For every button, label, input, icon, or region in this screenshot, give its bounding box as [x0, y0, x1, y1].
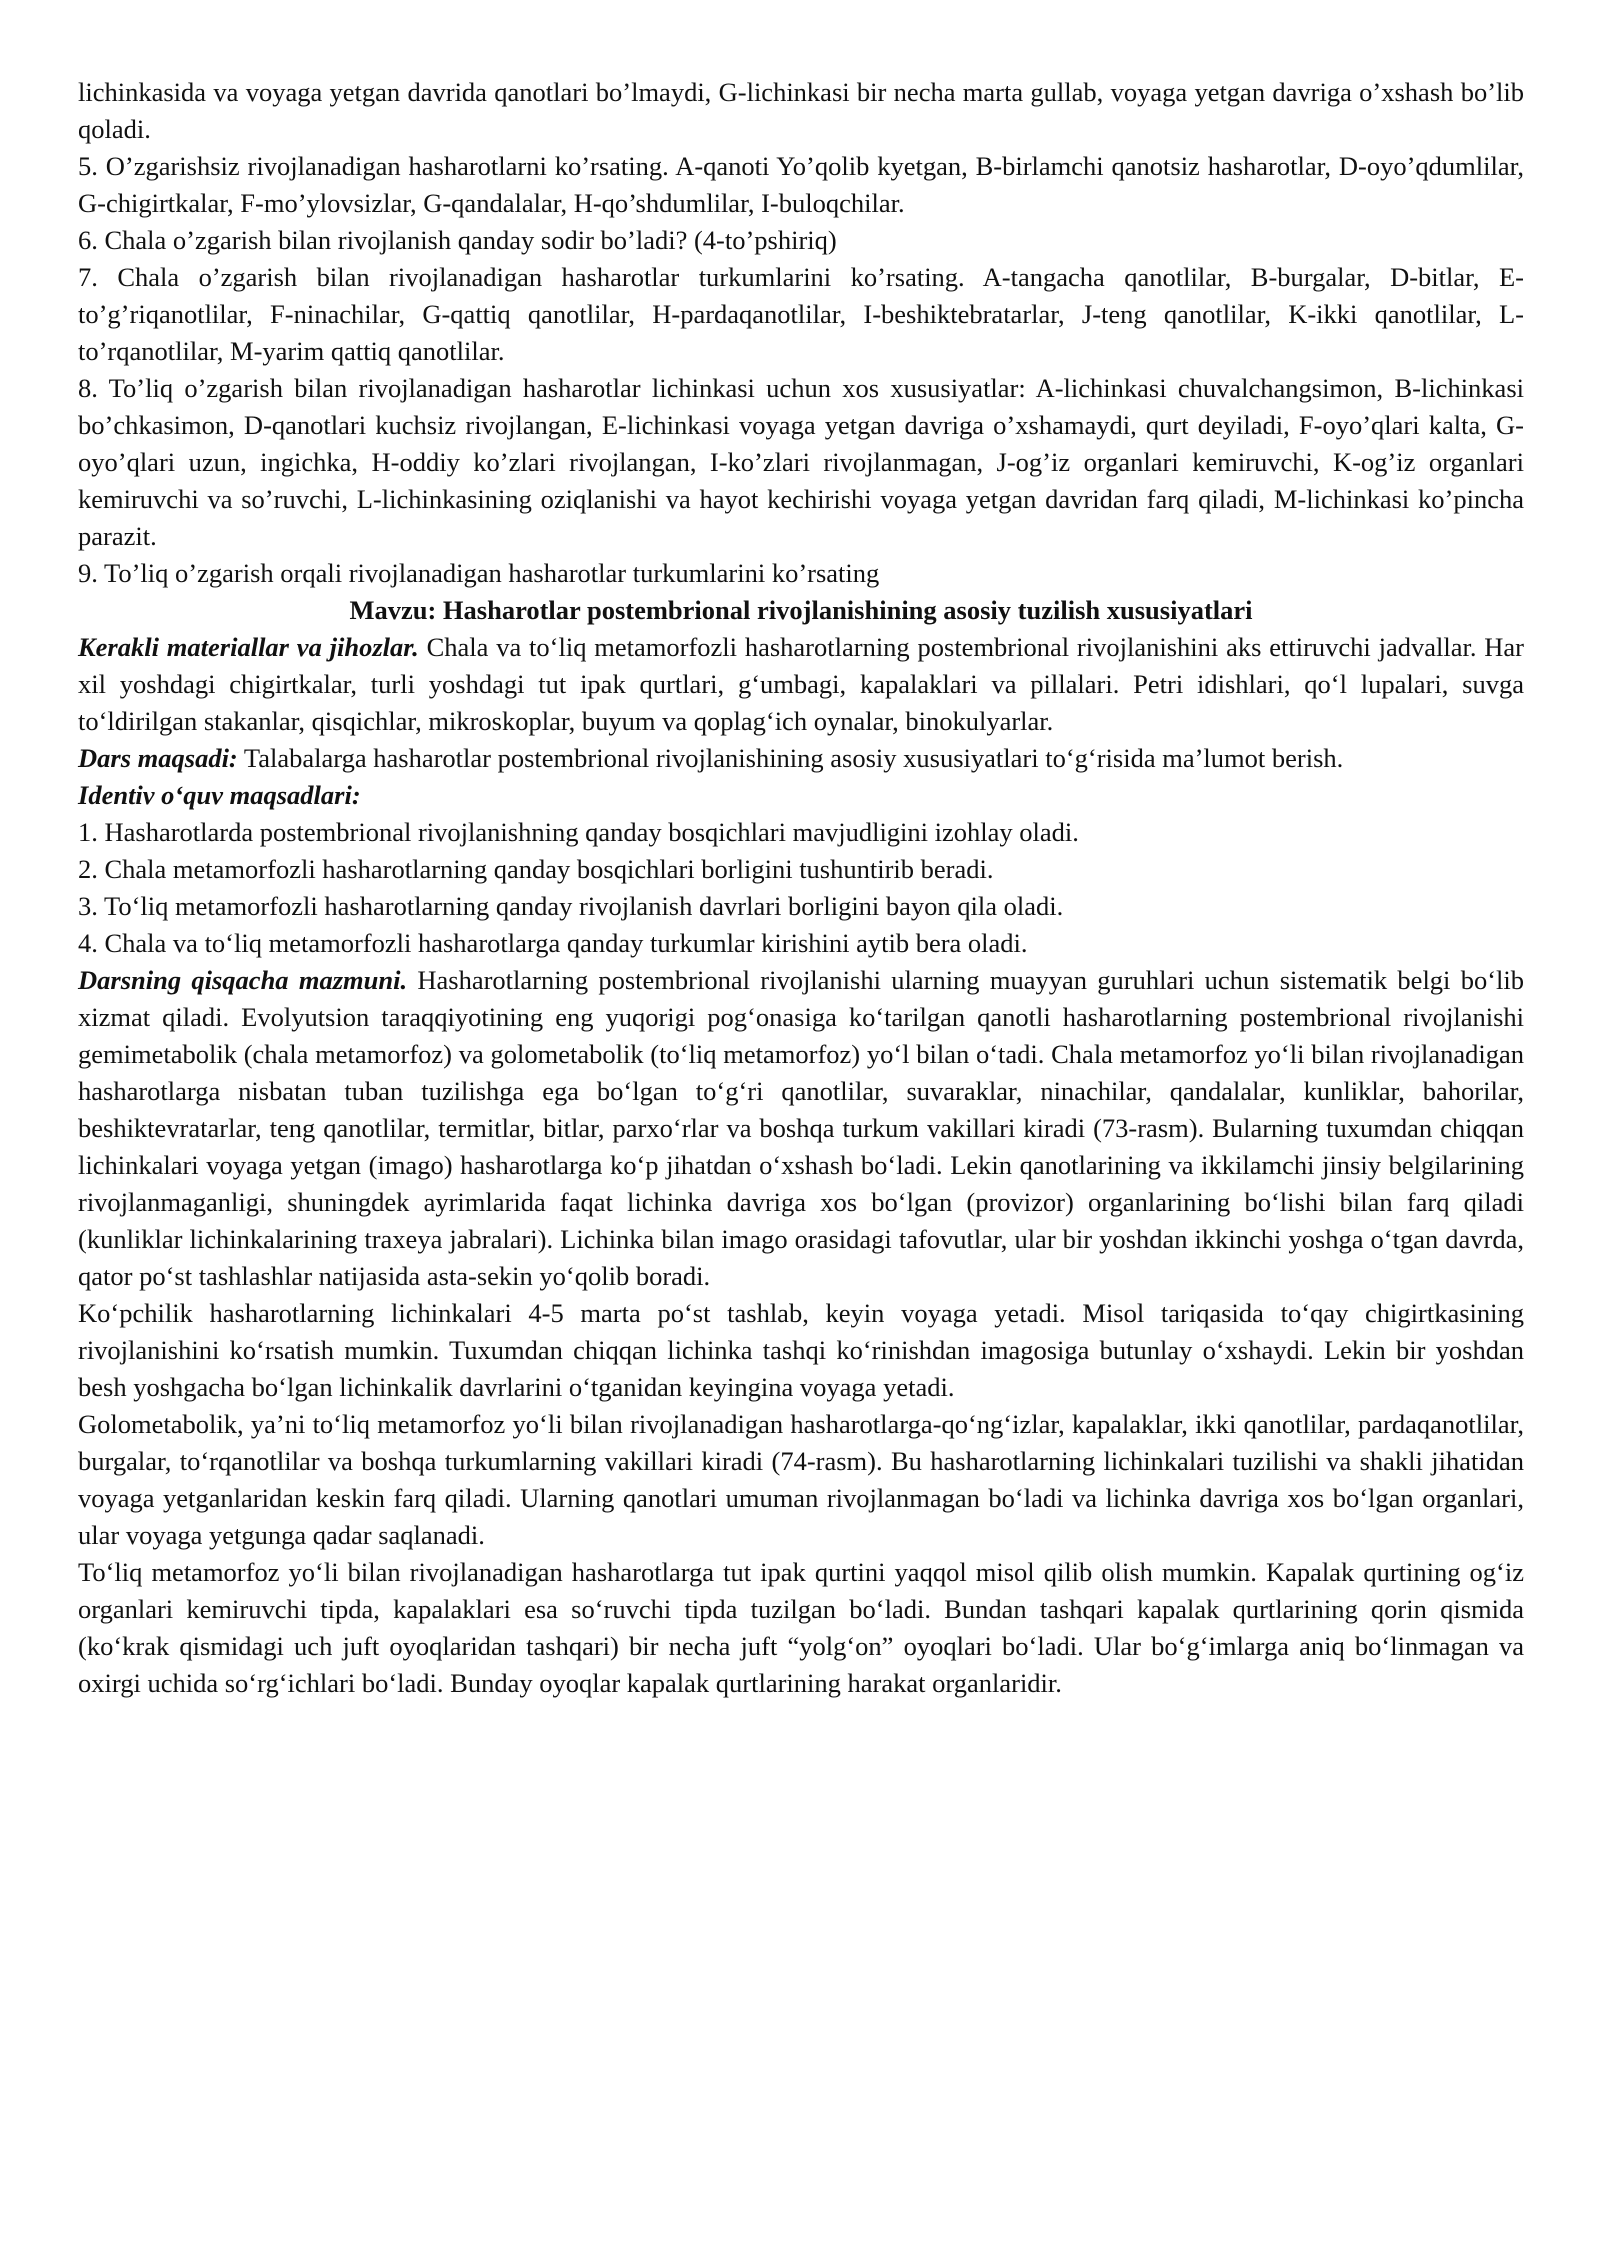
body-paragraph-3: To‘liq metamorfoz yo‘li bilan rivojlanadigan hasharotlarga tut ipak qurtini yaqqol misol qilib olish mumkin. Kapalak qurtining og‘iz organlari kemiruvchi tipda, kapalaklari esa so‘ruvchi tipda tuzilgan bo‘ladi. Bundan tashqari kapalak qurtlarining qorin qismida (ko‘krak qismidagi uch juft oyoqlaridan tashqari) bir necha juft “yolg‘on” oyoqlari bo‘ladi. Ular bo‘g‘imlarga aniq bo‘linmagan va oxirgi uchida so‘rg‘ichlari bo‘ladi. Bunday oyoqlar kapalak qurtlarining harakat organlaridir. [78, 1557, 1524, 1698]
objective-item-2: 2. Chala metamorfozli hasharotlarning qanday bosqichlari borligini tushuntirib beradi. [78, 854, 994, 884]
question-9: 9. To’liq o’zgarish orqali rivojlanadigan hasharotlar turkumlarini ko’rsating [78, 558, 880, 588]
summary-label: Darsning qisqacha mazmuni. [78, 965, 408, 995]
summary-paragraph [78, 962, 1524, 1295]
continued-paragraph: lichinkasida va voyaga yetgan davrida qanotlari bo’lmaydi, G-lichinkasi bir necha marta gullab, voyaga yetgan davriga o’xshash bo’lib qoladi. [78, 77, 1524, 144]
topic-title: Mavzu: Hasharotlar postembrional rivojlanishining asosiy tuzilish xususiyatlari [349, 595, 1253, 625]
question-5: 5. O’zgarishsiz rivojlanadigan hasharotlarni ko’rsating. A-qanoti Yo’qolib kyetgan, B-birlamchi qanotsiz hasharotlar, D-oyo’qdumlilar, G-chigirtkalar, F-mo’ylovsizlar, G-qandalalar, H-qo’shdumlilar, I-buloqchilar. [78, 151, 1524, 218]
objective-item-4: 4. Chala va to‘liq metamorfozli hasharotlarga qanday turkumlar kirishini aytib bera oladi. [78, 928, 1028, 958]
materials-text: hala va to‘liq metamorfozli hasharotlarning postembrional rivojlanishini aks ettiruvchi jadvallar. Har xil yoshdagi chigirtkalar, turli yoshdagi tut ipak qurtlari, g‘umbagi, kapalaklari va pillalari. Petri idishlari, qo‘l lupalari, suvga to‘ldirilgan stakanlar, qisqichlar, mikroskoplar, buyum va qoplag‘ich oynalar, binokulyarlar. [78, 632, 1524, 736]
objective-item-1: 1. Hasharotlarda postembrional rivojlanishning qanday bosqichlari mavjudligini izohlay oladi. [78, 817, 1079, 847]
summary-text: Hasharotlarning postembrional rivojlanishi ularning muayyan guruhlari uchun sistematik belgi bo‘lib xizmat qiladi. Evolyutsion taraqqiyotining eng yuqorigi pog‘onasiga ko‘tarilgan qanotli hasharotlarning postembrional rivojlanishi gemimetabolik (chala metamorfoz) va golometabolik (to‘liq metamorfoz) yo‘l bilan o‘tadi. Chala metamorfoz yo‘li bilan rivojlanadigan hasharotlarga nisbatan tuban tuzilishga ega bo‘lgan to‘g‘ri qanotlilar, suvaraklar, ninachilar, qandalalar, kunliklar, bahorilar, beshiktevratarlar, teng qanotlilar, termitlar, bitlar, parxo‘rlar va boshqa turkum vakillari kiradi (73-rasm). Bularning tuxumdan chiqqan lichinkalari voyaga yetgan (imago) hasharotlarga ko‘p jihatdan o‘xshash bo‘ladi. Lekin qanotlarining va ikkilamchi jinsiy belgilarining rivojlanmaganligi, shuningdek ayrimlarida faqat lichinka davriga xos bo‘lgan (provizor) organlarining bo‘lishi bilan farq qiladi (kunliklar lichinkalarining traxeya jabralari). Lichinka bilan imago orasidagi tafovutlar, ular bir yoshdan ikkinchi yoshga o‘tgan davrda, qator po‘st tashlashlar natijasida asta-sekin yo‘qolib boradi. [78, 965, 1524, 1291]
objective-item-3: 3. To‘liq metamorfozli hasharotlarning qanday rivojlanish davrlari borligini bayon qila oladi. [78, 891, 1064, 921]
objectives-label: Identiv o‘quv maqsadlari: [78, 780, 361, 810]
question-8: 8. To’liq o’zgarish bilan rivojlanadigan hasharotlar lichinkasi uchun xos xususiyatlar: A-lichinkasi chuvalchangsimon, B-lichinkasi bo’chkasimon, D-qanotlari kuchsiz rivojlangan, E-lichinkasi voyaga yetgan davriga o’xshamaydi, qurt deyiladi, F-oyo’qlari kalta, G-oyo’qlari uzun, ingichka, H-oddiy ko’zlari rivojlangan, I-ko’zlari rivojlanmagan, J-og’iz organlari kemiruvchi, K-og’iz organlari kemiruvchi va so’ruvchi, L-lichinkasining oziqlanishi va hayot kechirishi voyaga yetgan davridan farq qiladi, M-lichinkasi ko’pincha parazit. [78, 373, 1524, 551]
materials-paragraph [78, 629, 1524, 740]
materials-label: Kerakli materiallar va jihozlar. [78, 632, 419, 662]
goal-paragraph [78, 740, 1524, 777]
body-paragraph-1: Ko‘pchilik hasharotlarning lichinkalari 4-5 marta po‘st tashlab, keyin voyaga yetadi. Misol tariqasida to‘qay chigirtkasining rivojlanishini ko‘rsatish mumkin. Tuxumdan chiqqan lichinka tashqi ko‘rinishdan imagosiga butunlay o‘xshaydi. Lekin bir yoshdan besh yoshgacha bo‘lgan lichinkalik davrlarini o‘tganidan keyingina voyaga yetadi. [78, 1298, 1524, 1402]
materials-first-letter: C [418, 632, 445, 662]
goal-label: Dars maqsadi: [78, 743, 238, 773]
body-paragraph-2: Golometabolik, ya’ni to‘liq metamorfoz yo‘li bilan rivojlanadigan hasharotlarga-qo‘ng‘izlar, kapalaklar, ikki qanotlilar, pardaqanotlilar, burgalar, to‘rqanotlilar va boshqa turkumlarning vakillari kiradi (74-rasm). Bu hasharotlarning lichinkalari tuzilishi va shakli jihatidan voyaga yetganlaridan keskin farq qiladi. Ularning qanotlari umuman rivojlanmagan bo‘ladi va lichinka davriga xos bo‘lgan organlari, ular voyaga yetgunga qadar saqlanadi. [78, 1409, 1524, 1550]
question-7: 7. Chala o’zgarish bilan rivojlanadigan hasharotlar turkumlarini ko’rsating. A-tangacha qanotlilar, B-burgalar, D-bitlar, E-to’g’riqanotlilar, F-ninachilar, G-qattiq qanotlilar, H-pardaqanotlilar, I-beshiktebratarlar, J-teng qanotlilar, K-ikki qanotlilar, L-to’rqanotlilar, M-yarim qattiq qanotlilar. [78, 262, 1524, 366]
question-6: 6. Chala o’zgarish bilan rivojlanish qanday sodir bo’ladi? (4-to’pshiriq) [78, 225, 837, 255]
document-page [78, 74, 1524, 1702]
goal-text: Talabalarga hasharotlar postembrional rivojlanishining asosiy xususiyatlari to‘g‘risida ma’lumot berish. [237, 743, 1344, 773]
